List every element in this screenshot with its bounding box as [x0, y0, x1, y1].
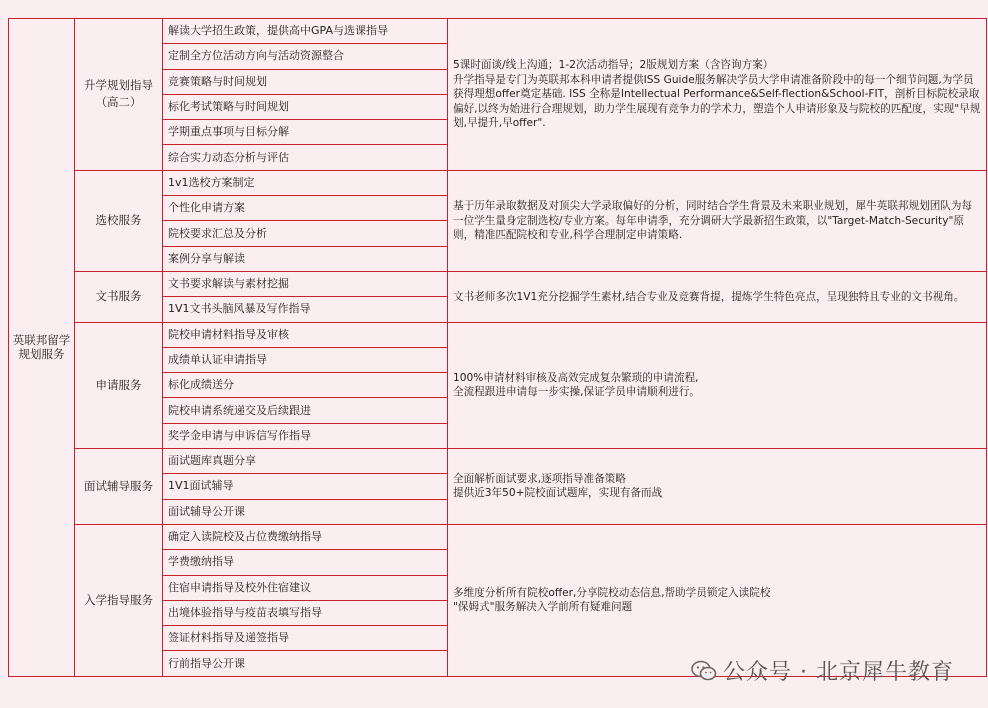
- category-cell: 升学规划指导 （高二）: [75, 19, 163, 171]
- category-cell: 入学指导服务: [75, 524, 163, 676]
- service-item: 确定入读院校及占位费缴纳指导: [163, 524, 448, 549]
- service-item: 行前指导公开课: [163, 651, 448, 676]
- table-row: [9, 524, 987, 549]
- service-item: 学期重点事项与目标分解: [163, 120, 448, 145]
- service-item: 个性化申请方案: [163, 196, 448, 221]
- service-item: 定制全方位活动方向与活动资源整合: [163, 44, 448, 69]
- service-item: 案例分享与解读: [163, 246, 448, 271]
- service-item: 1V1文书头脑风暴及写作指导: [163, 297, 448, 322]
- service-item: 院校要求汇总及分析: [163, 221, 448, 246]
- service-item: 1v1选校方案制定: [163, 170, 448, 195]
- service-item: 综合实力动态分析与评估: [163, 145, 448, 170]
- service-table-wrap: [8, 18, 987, 677]
- service-item: 解读大学招生政策，提供高中GPA与选课指导: [163, 19, 448, 44]
- service-item: 标化考试策略与时间规划: [163, 94, 448, 119]
- service-description: 多维度分析所有院校offer,分享院校动态信息,帮助学员锁定入读院校 "保姆式"服务解决入学前所有疑难问题: [448, 524, 987, 676]
- main-service-cell: 英联邦留学规划服务: [9, 19, 75, 677]
- service-item: 标化成绩送分: [163, 373, 448, 398]
- service-item: 住宿申请指导及校外住宿建议: [163, 575, 448, 600]
- service-table: [8, 18, 987, 677]
- service-item: 院校申请材料指导及审核: [163, 322, 448, 347]
- service-item: 出境体验指导与疫苗表填写指导: [163, 600, 448, 625]
- wechat-watermark: [691, 655, 954, 686]
- service-description: 100%申请材料审核及高效完成复杂繁琐的申请流程, 全流程跟进申请每一步实操,保证学员申请顺利进行。: [448, 322, 987, 448]
- category-cell: 申请服务: [75, 322, 163, 448]
- service-item: 竞赛策略与时间规划: [163, 69, 448, 94]
- service-item: 文书要求解读与素材挖掘: [163, 271, 448, 296]
- service-item: 面试辅导公开课: [163, 499, 448, 524]
- service-item: 奖学金申请与申诉信写作指导: [163, 423, 448, 448]
- service-item: 院校申请系统递交及后续跟进: [163, 398, 448, 423]
- category-cell: 文书服务: [75, 271, 163, 322]
- service-item: 成绩单认证申请指导: [163, 347, 448, 372]
- table-row: [9, 19, 987, 44]
- service-description: 5课时面谈/线上沟通；1-2次活动指导；2版规划方案（含咨询方案） 升学指导是专门为英联邦本科申请者提供ISS Guide服务解决学员大学申请准备阶段中的每一个细节问题,为学员获得理想offer奠定基础. ISS 全称是Intellectual Performance&Self-flection&School-FIT，剖析目标院校录取偏好,以终为始进行合理规划，助力学生展现有竞争力的学术力，塑造个人申请形象及与院校的匹配度，实现"早规划,早提升,早offer".: [448, 19, 987, 171]
- wechat-icon: [691, 660, 717, 682]
- category-cell: 选校服务: [75, 170, 163, 271]
- service-item: 面试题库真题分享: [163, 449, 448, 474]
- service-item: 签证材料指导及递签指导: [163, 626, 448, 651]
- service-description: 文书老师多次1V1充分挖掘学生素材,结合专业及竞赛背提，提炼学生特色亮点，呈现独特且专业的文书视角。: [448, 271, 987, 322]
- service-item: 1V1面试辅导: [163, 474, 448, 499]
- service-description: 基于历年录取数据及对顶尖大学录取偏好的分析，同时结合学生背景及未来职业规划，犀牛英联邦规划团队为每一位学生量身定制选校/专业方案。每年申请季，充分调研大学最新招生政策，以"Target-Match-Security"原则，精准匹配院校和专业,科学合理制定申请策略.: [448, 170, 987, 271]
- table-row: [9, 449, 987, 474]
- service-description: 全面解析面试要求,逐项指导准备策略 提供近3年50+院校面试题库，实现有备而战: [448, 449, 987, 525]
- category-cell: 面试辅导服务: [75, 449, 163, 525]
- table-row: [9, 170, 987, 195]
- table-row: [9, 322, 987, 347]
- service-item: 学费缴纳指导: [163, 550, 448, 575]
- watermark-text: 公众号 · 北京犀牛教育: [723, 660, 954, 685]
- table-row: [9, 271, 987, 296]
